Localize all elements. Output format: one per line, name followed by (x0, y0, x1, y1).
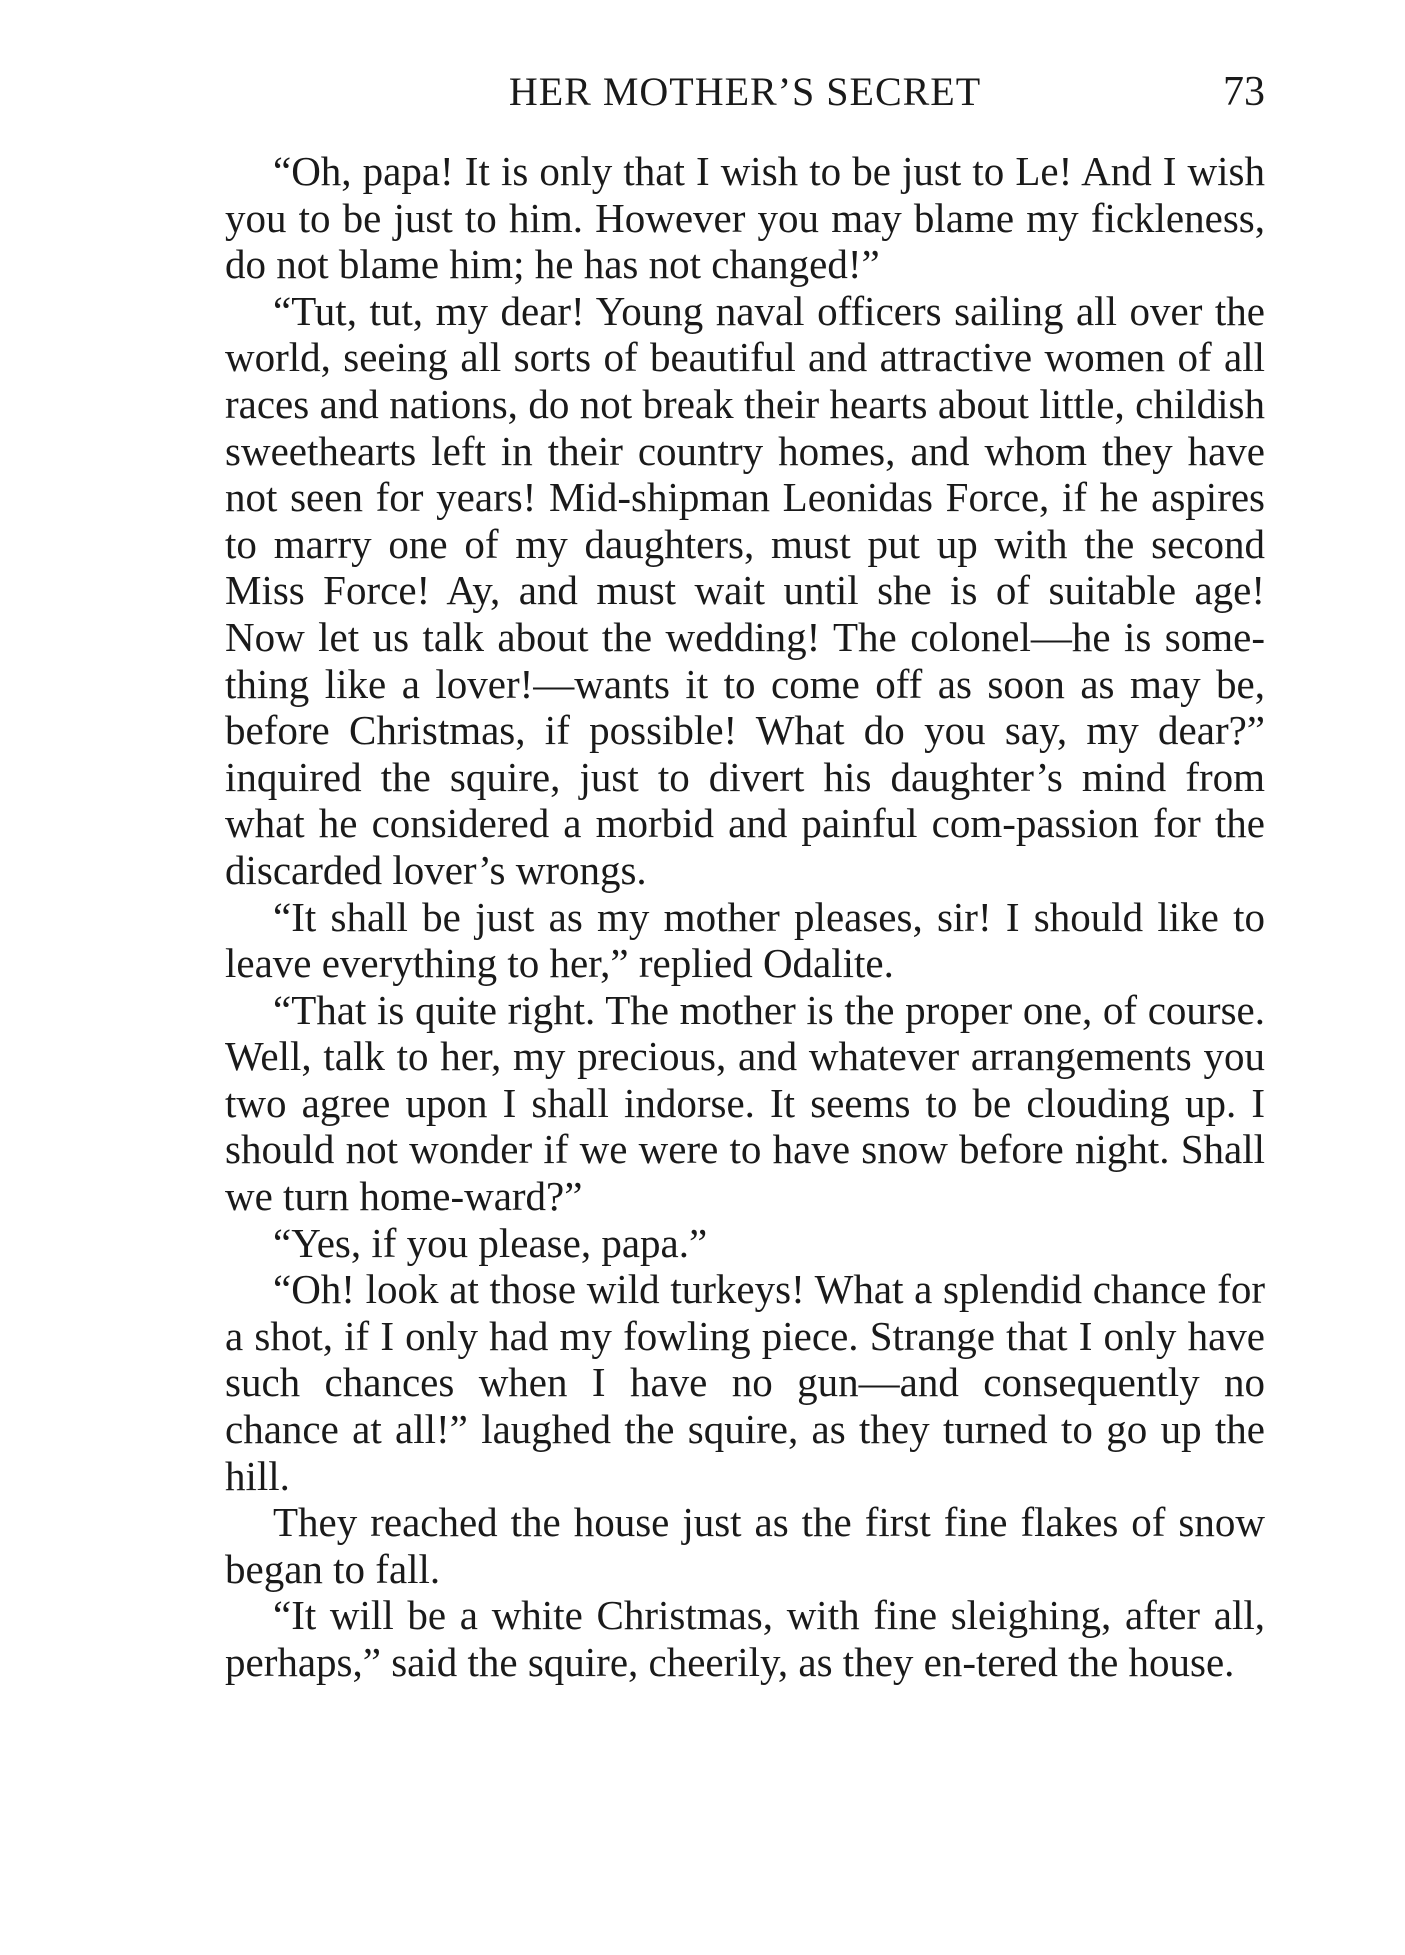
paragraph: “It shall be just as my mother pleases, sir! I should like to leave everything to her,” replied Odalite. (225, 893, 1265, 987)
page-number: 73 (1223, 69, 1265, 115)
paragraph: “Yes, if you please, papa.” (273, 1219, 708, 1266)
paragraph: “That is quite right. The mother is the proper one, of course. Well, talk to her, my precious, and whatever arrangements you two agree upon I shall indorse. It seems to be clouding up. I should not wonder if we were to have snow before night. Shall we turn home-ward?” (225, 986, 1265, 1220)
paragraph: “Oh, papa! It is only that I wish to be just to Le! And I wish you to be just to him. However you may blame my fickleness, do not blame him; he has not changed!” (225, 148, 1265, 288)
running-title: HER MOTHER’S SECRET (508, 69, 982, 114)
paragraph: “Oh! look at those wild turkeys! What a splendid chance for a shot, if I only had my fowling piece. Strange that I only have such chances when I have no gun—and consequently no chance at all!” laughed the squire, as they turned to go up the hill. (225, 1266, 1265, 1499)
running-head (225, 62, 1265, 122)
paragraph: They reached the house just as the first fine flakes of snow began to fall. (225, 1499, 1265, 1592)
paragraph: “Tut, tut, my dear! Young naval officers sailing all over the world, seeing all sorts of beautiful and attractive women of all races and nations, do not break their hearts about little, childish sweethearts left in their country homes, and whom they have not seen for years! Mid-shipman Leonidas Force, if he aspires to marry one of my daughters, must put up with the second Miss Force! Ay, and must wait until she is of suitable age! Now let us talk about the wedding! The colonel—he is some-thing like a lover!—wants it to come off as soon as may be, before Christmas, if possible! What do you say, my dear?” inquired the squire, just to divert his daughter’s mind from what he considered a morbid and painful com-passion for the discarded lover’s wrongs. (225, 287, 1265, 893)
paragraph: “It will be a white Christmas, with fine sleighing, after all, perhaps,” said the squire, cheerily, as they en-tered the house. (225, 1592, 1265, 1685)
body-text (225, 148, 1265, 1686)
